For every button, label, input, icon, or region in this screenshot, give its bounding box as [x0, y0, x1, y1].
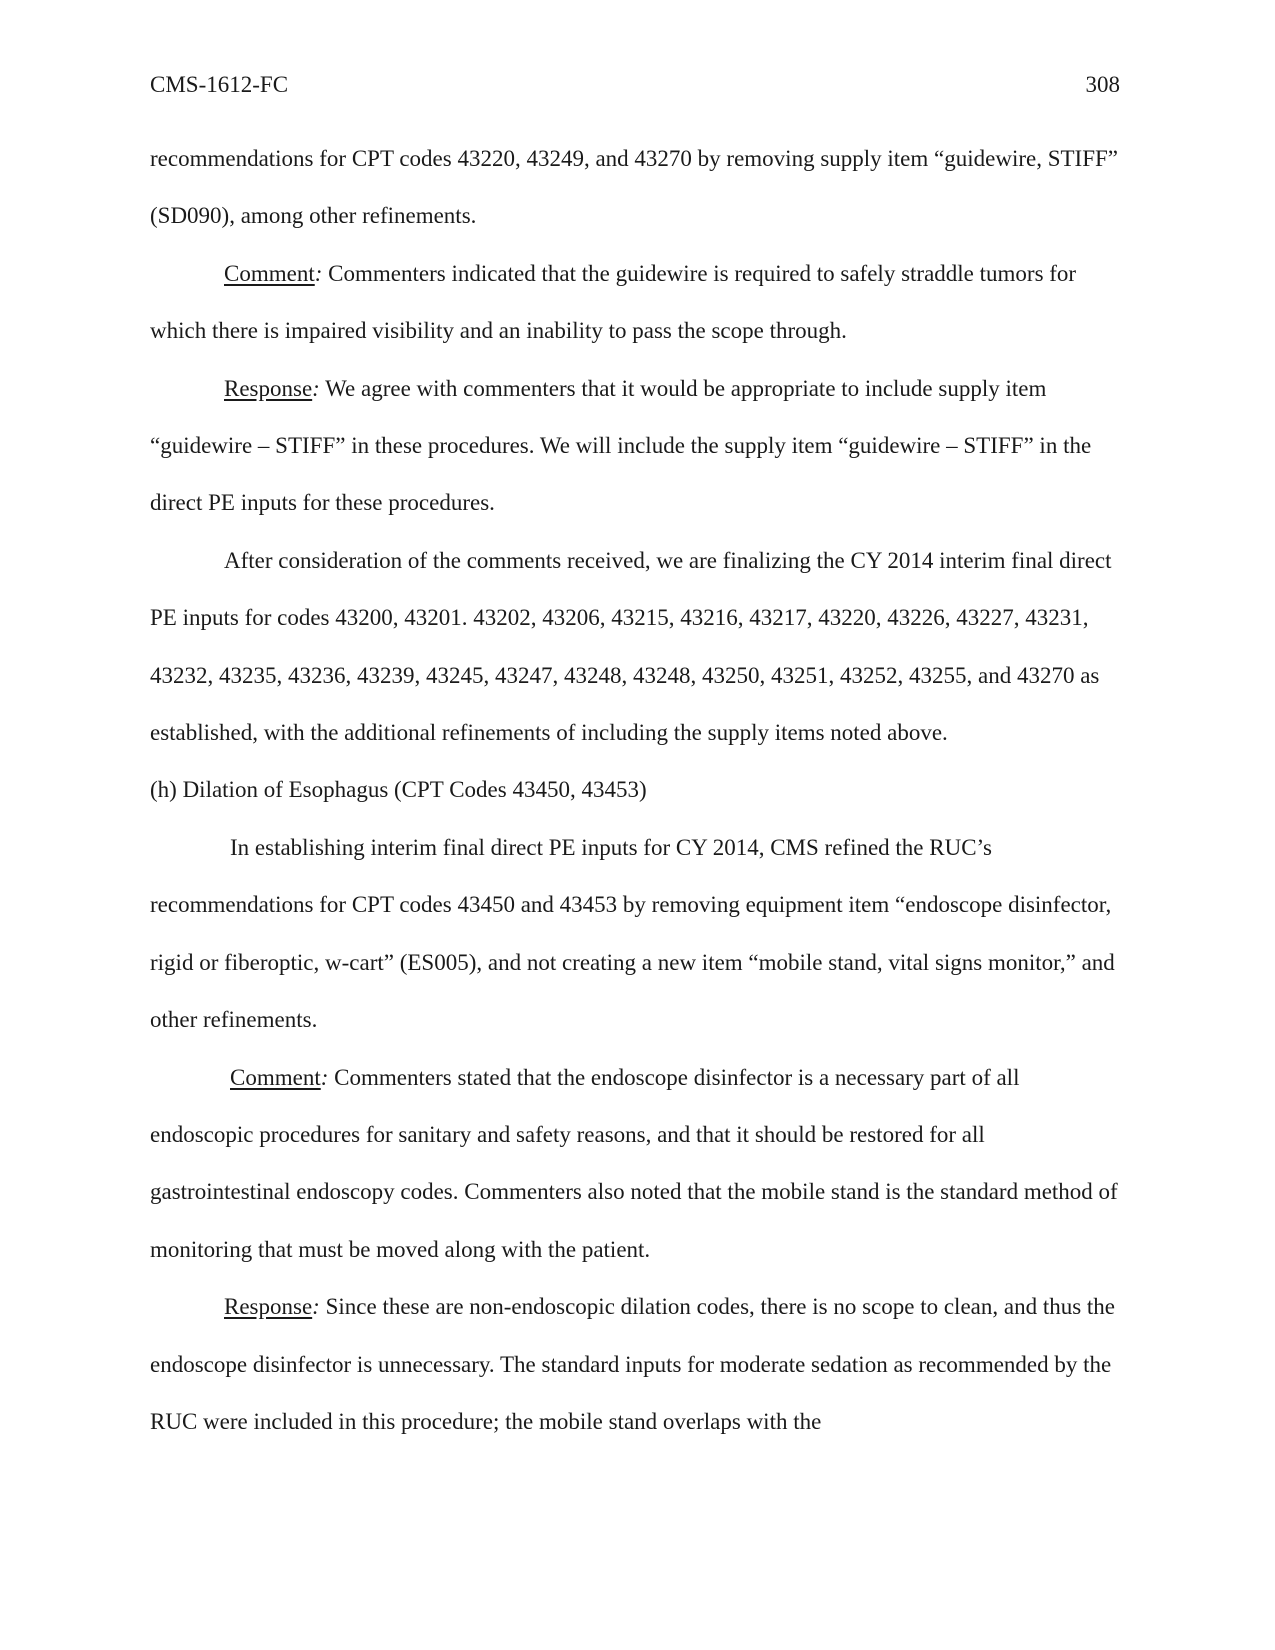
- document-body: [150, 130, 1125, 1450]
- page-number: 308: [1085, 72, 1120, 97]
- response-text: Since these are non-endoscopic dilation codes, there is no scope to clean, and thus the endoscope disinfector is unnecessary. The standard inputs for moderate sedation as recommended by the RUC were included in this procedure; the mobile stand overlaps with the: [150, 1294, 1116, 1434]
- paragraph-continuation: recommendations for CPT codes 43220, 43249, and 43270 by removing supply item “guidewire, STIFF” (SD090), among other refinements.: [150, 146, 1118, 229]
- comment-label: Comment: [230, 1064, 321, 1090]
- comment-text: Commenters indicated that the guidewire is required to safely straddle tumors for which there is impaired visibility and an inability to pass the scope through.: [150, 260, 1077, 344]
- comment-label: Comment: [224, 260, 315, 286]
- response-text: We agree with commenters that it would be appropriate to include supply item “guidewire – STIFF” in these procedures. We will include the supply item “guidewire – STIFF” in the direct PE inputs for these procedures.: [150, 375, 1092, 516]
- response-label: Response: [224, 375, 313, 401]
- document-id: CMS-1612-FC: [150, 72, 289, 97]
- response-paragraph-disinfector: [150, 1278, 1125, 1450]
- section-heading-dilation-of-esophagus: (h) Dilation of Esophagus (CPT Codes 43450, 43453): [150, 777, 647, 803]
- finalization-paragraph: After consideration of the comments received, we are finalizing the CY 2014 interim final direct PE inputs for codes 43200, 43201. 43202, 43206, 43215, 43216, 43217, 43220, 43226, 43227, 43231, 43232, 43235, 43236, 43239, 43245, 43247, 43248, 43248, 43250, 43251, 43252, 43255, and 43270 as established, with the additional refinements of including the supply items noted above.: [150, 547, 1112, 746]
- comment-label-colon: :: [320, 1064, 329, 1090]
- response-paragraph-guidewire: [150, 360, 1125, 532]
- interim-inputs-paragraph: In establishing interim final direct PE inputs for CY 2014, CMS refined the RUC’s recommendations for CPT codes 43450 and 43453 by removing equipment item “endoscope disinfector, rigid or fiberoptic, w-cart” (ES005), and not creating a new item “mobile stand, vital signs monitor,” and other refinements.: [150, 834, 1115, 1033]
- comment-paragraph-disinfector: [150, 1049, 1125, 1279]
- comment-label-colon: :: [314, 260, 323, 286]
- page-header: [150, 72, 1120, 102]
- response-label-colon: :: [312, 1294, 320, 1320]
- response-label-colon: :: [312, 375, 320, 401]
- response-label: Response: [224, 1294, 313, 1320]
- comment-text: Commenters stated that the endoscope disinfector is a necessary part of all endoscopic procedures for sanitary and safety reasons, and that it should be restored for all gastrointestinal endoscopy codes. Commenters also noted that the mobile stand is the standard method of monitoring that must be moved along with the patient.: [150, 1064, 1118, 1262]
- comment-paragraph-guidewire: [150, 245, 1125, 360]
